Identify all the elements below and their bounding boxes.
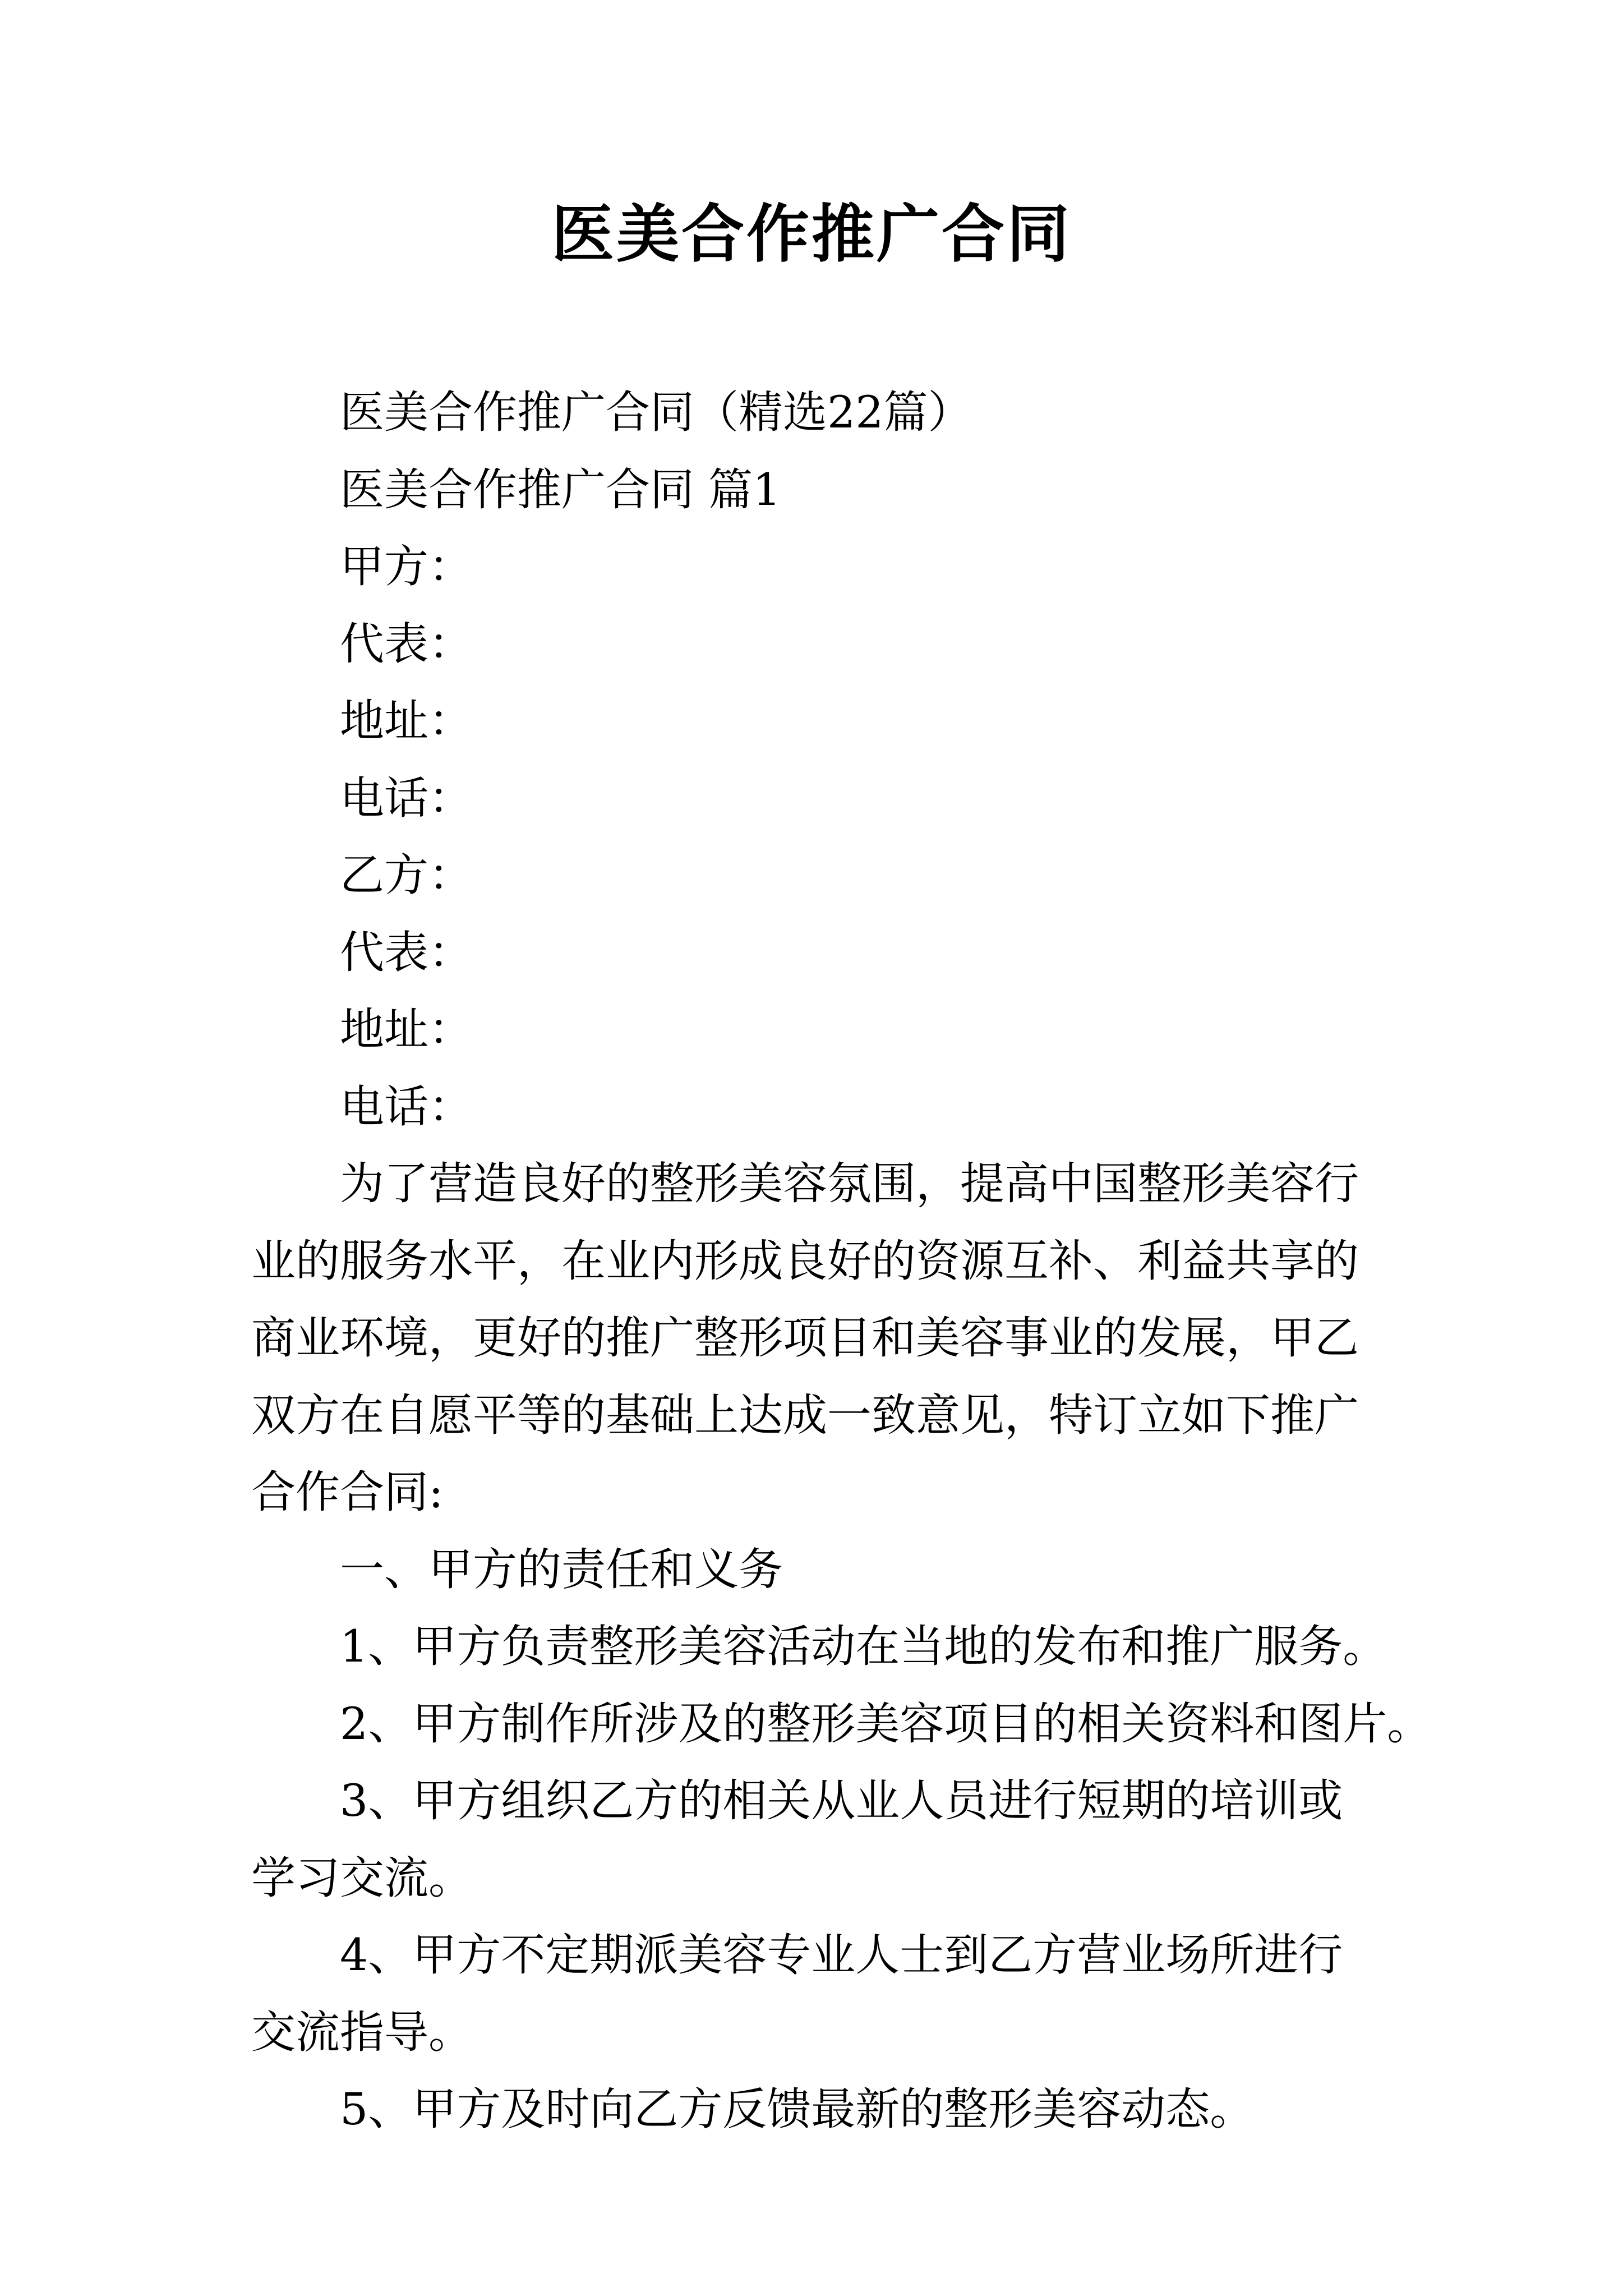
clause-item: 2、甲方制作所涉及的整形美容项目的相关资料和图片。 xyxy=(340,1697,1432,1750)
party-a-representative: 代表： xyxy=(340,618,473,670)
section-heading: 医美合作推广合同 篇1 xyxy=(340,463,781,516)
party-a-label: 甲方： xyxy=(340,541,473,592)
subtitle-paragraph: 医美合作推广合同（精选22篇） xyxy=(340,386,972,438)
preamble-paragraph: 为了营造良好的整形美容氛围，提高中国整形美容行业的服务水平，在业内形成良好的资源互补、利益共享的商业环境，更好的推广整形项目和美容事业的发展，甲乙双方在自愿平等的基础上达成一致意见，特订立如下推广合作合同: xyxy=(251,1158,1359,1518)
clause-item: 3、甲方组织乙方的相关从业人员进行短期的培训或学习交流。 xyxy=(251,1775,1343,1904)
party-b-phone: 电话： xyxy=(340,1080,473,1133)
document-body xyxy=(251,374,1432,2148)
party-b-representative: 代表： xyxy=(340,926,473,978)
party-b-address: 地址： xyxy=(340,1004,473,1055)
clause-item: 5、甲方及时向乙方反馈最新的整形美容动态。 xyxy=(340,2083,1255,2135)
party-a-phone: 电话： xyxy=(340,772,473,824)
clause-item: 1、甲方负责整形美容活动在当地的发布和推广服务。 xyxy=(340,1621,1387,1672)
party-a-address: 地址： xyxy=(340,695,473,747)
document-title: 医美合作推广合同 xyxy=(551,197,1072,271)
party-b-label: 乙方： xyxy=(340,849,473,901)
clause-heading: 一、甲方的责任和义务 xyxy=(340,1543,783,1595)
clause-item: 4、甲方不定期派美容专业人士到乙方营业场所进行交流指导。 xyxy=(251,1929,1343,2058)
